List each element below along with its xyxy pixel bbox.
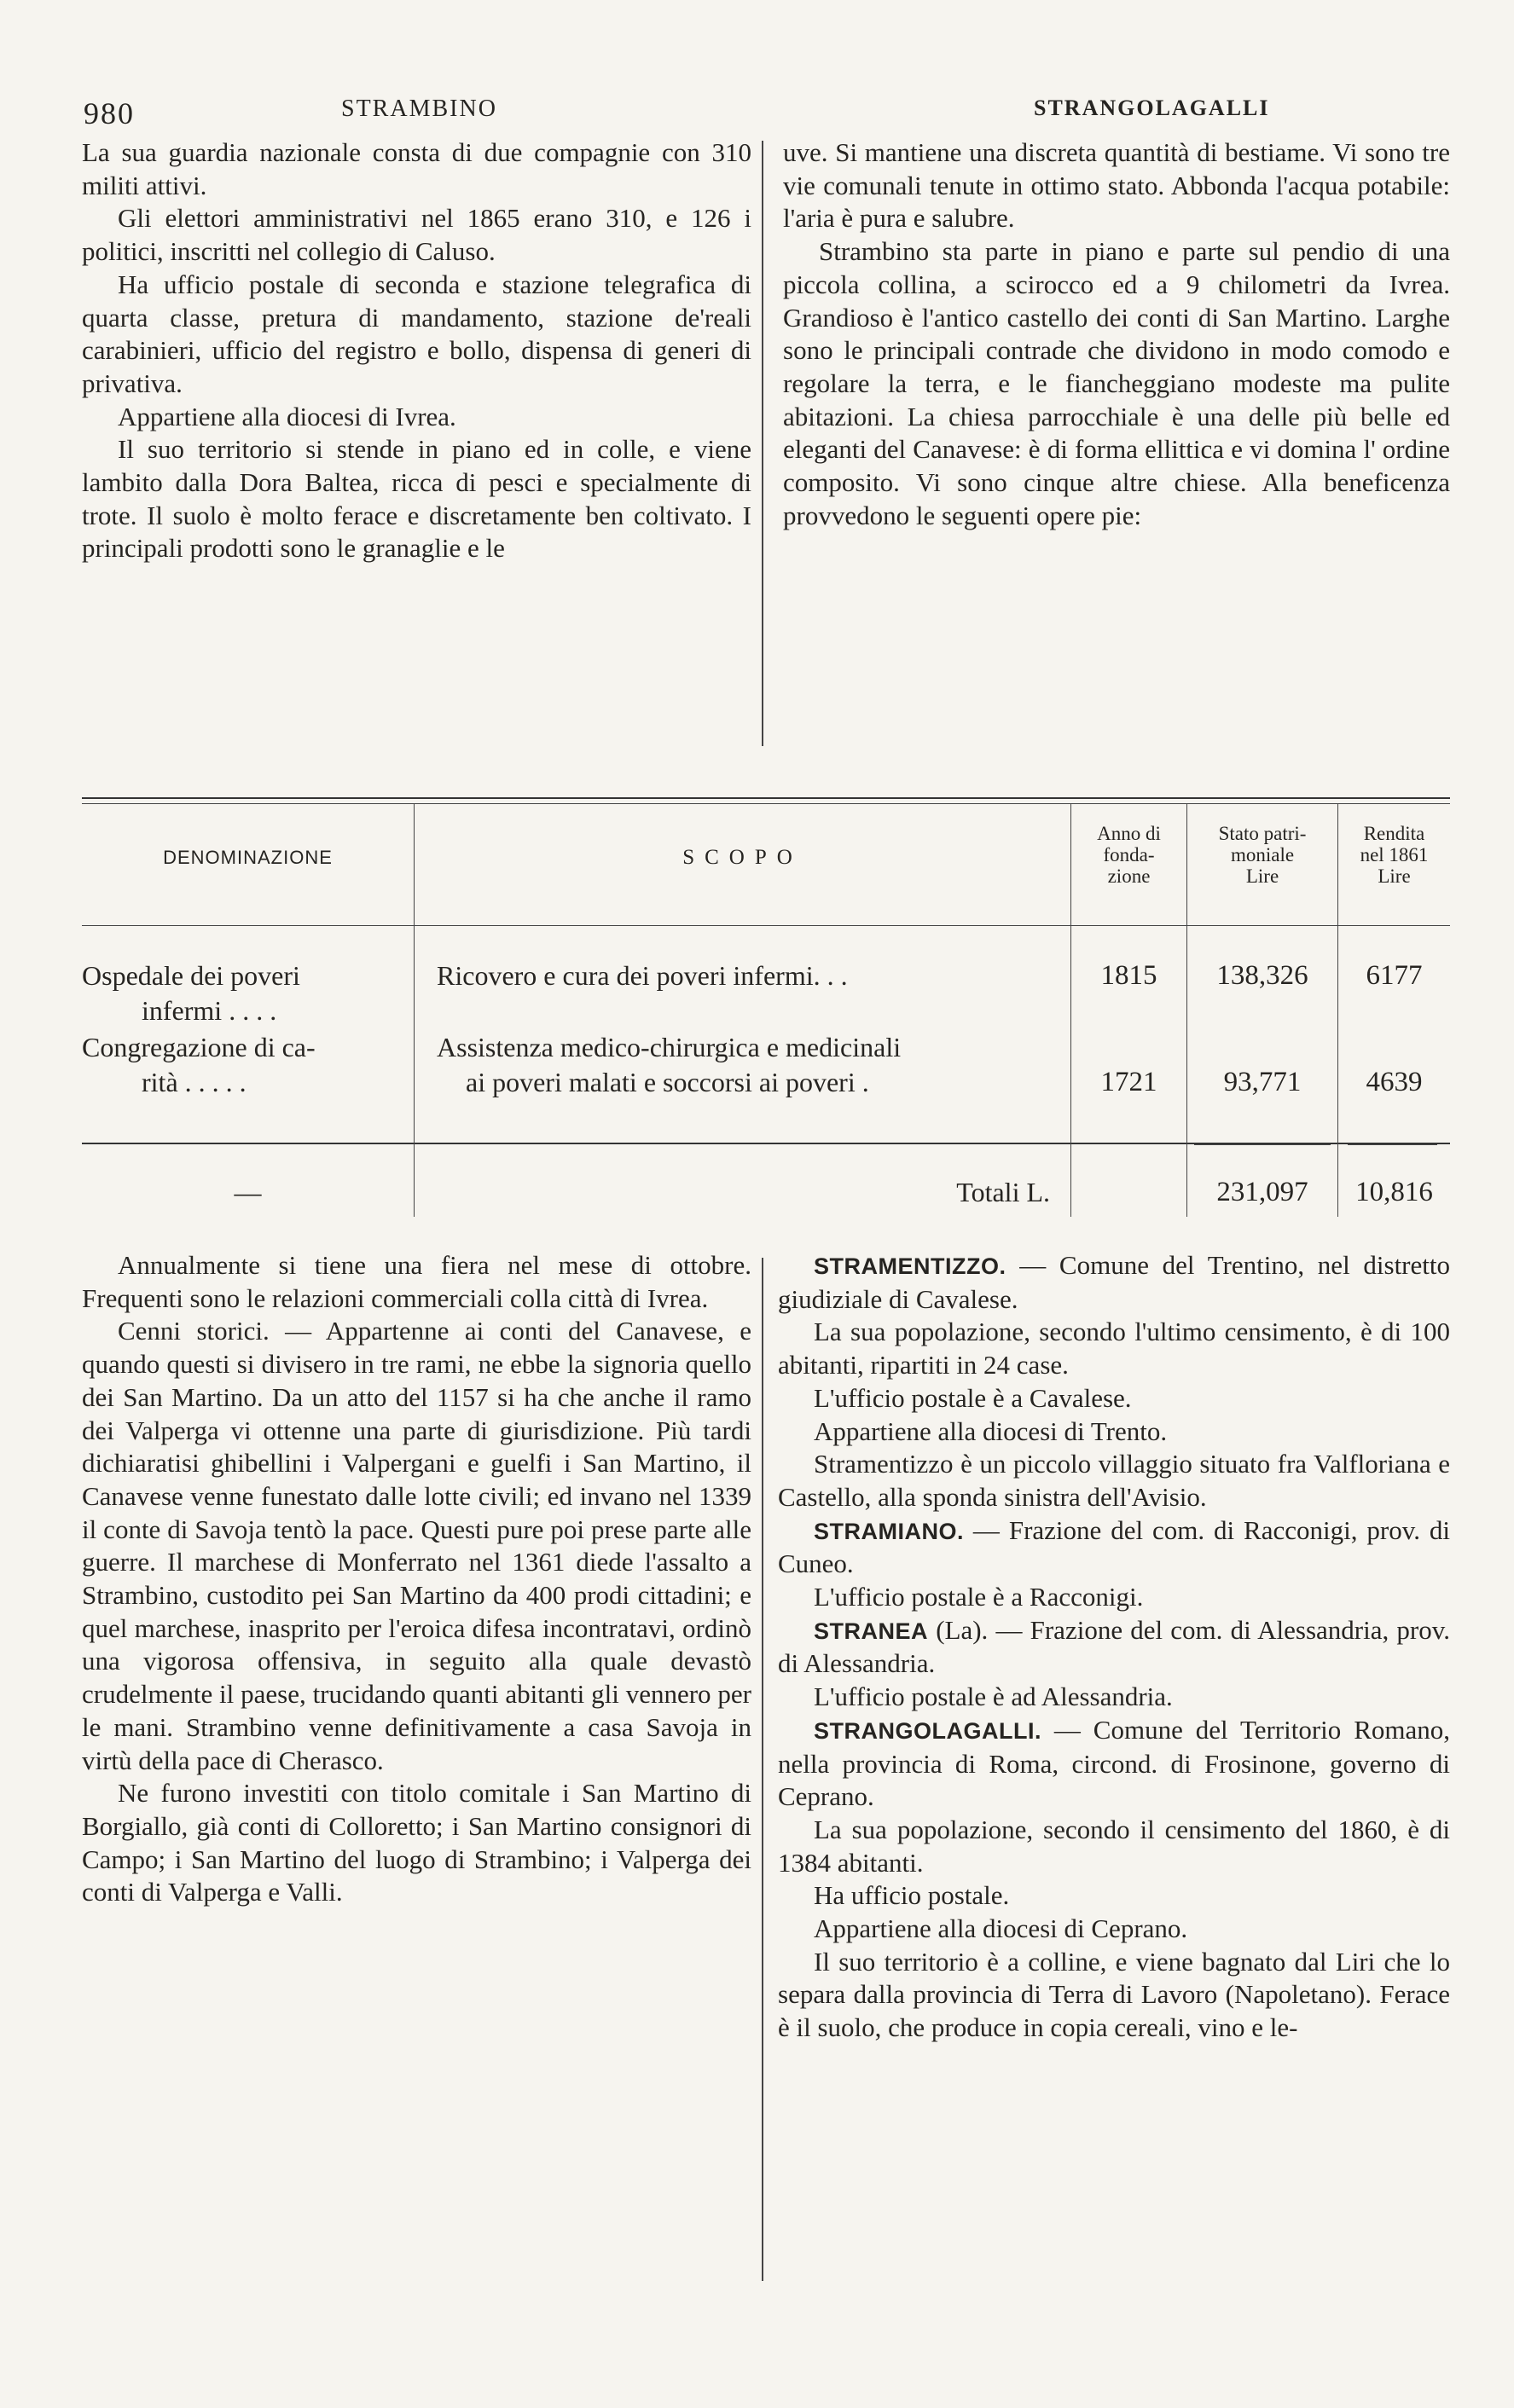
paragraph [778,1316,1450,1381]
paragraph [778,1415,1450,1449]
cell-line: ai poveri malati e soccorsi ai poveri . [466,1067,869,1097]
totals-label: Totali L. [956,1177,1050,1207]
cell-line: Ospedale dei poveri [82,960,300,991]
table-row-2-scopo [437,1030,1068,1100]
entry-text: L'ufficio postale è a Racconigi. [814,1582,1144,1612]
header-line: Lire [1378,865,1411,887]
totals-dash: — [234,1177,262,1207]
entry-text: (La). — Frazione del com. di Alessandria, prov. di Alessandria. [778,1614,1450,1679]
column-top-left [82,136,751,565]
page-number: 980 [84,96,135,130]
table-row-1-rendita: 6177 [1366,960,1423,991]
paragraph [778,1581,1450,1614]
entry-text: Ha ufficio postale. [814,1880,1010,1911]
header-denominazione: DENOMINAZIONE [163,847,333,868]
paragraph [778,1913,1450,1946]
running-head-right: STRANGOLAGALLI [1034,96,1270,120]
paragraph [778,1946,1450,2045]
header-rendita [1338,823,1450,887]
table-row-2-rendita: 4639 [1366,1067,1423,1097]
paragraph: Strambino sta parte in piano e parte sul pendio di una piccola collina, a scirocco ed a 9 chilometri da Ivrea. Grandioso è l'antico castello dei conti di San Martino. Larghe sono le principali contrade che dividono in modo comodo e regolare la terra, e le fiancheggiano modeste ma pulite abitazioni. La chiesa parrocchiale è una delle più belle ed eleganti del Canavese: è di forma ellittica e vi domina l' ordine composito. Vi sono cinque altre chiese. Alla beneficenza provvedono le seguenti opere pie: [783,236,1450,530]
header-line: nel 1861 [1360,844,1429,865]
header-line: zione [1107,865,1151,887]
paragraph [778,1879,1450,1913]
header-line: Anno di [1097,823,1161,844]
paragraph [778,1382,1450,1415]
gazetteer-entry [778,1249,1450,1316]
entry-headword: STRAMIANO. [814,1518,964,1544]
entry-text: La sua popolazione, secondo l'ultimo censimento, è di 100 abitanti, ripartiti in 24 case. [778,1317,1450,1381]
cell-line: infermi . . . . [142,995,277,1026]
entry-headword: STRAMENTIZZO. [814,1253,1006,1279]
entry-text: L'ufficio postale è ad Alessandria. [814,1682,1173,1712]
gazetteer-entry [778,1714,1450,1814]
paragraph: Ne furono investiti con titolo comitale i San Martino di Borgiallo, già conti di Colloretto; i San Martino consignori di Campo; i San Martino del luogo di Strambino; i Valperga dei conti di Valperga e Valli. [82,1778,751,1907]
entry-text: Stramentizzo è un piccolo villaggio situato fra Valfloriana e Castello, alla sponda sinistra dell'Avisio. [778,1449,1450,1512]
paragraph [778,1814,1450,1879]
header-scopo: SCOPO [682,846,803,869]
entry-text: — Comune del Territorio Romano, nella provincia di Roma, circond. di Frosinone, governo di Ceprano. [778,1714,1450,1812]
totals-rendita: 10,816 [1355,1177,1433,1207]
column-top-right [783,136,1450,532]
table-row-1-denominazione [82,958,397,1028]
paragraph: Appartiene alla diocesi di Ivrea. [118,401,456,431]
header-stato [1187,823,1337,887]
header-line: Rendita [1363,823,1425,844]
table-row-1-scopo: Ricovero e cura dei poveri infermi. . . [437,960,848,991]
entry-headword: STRANGOLAGALLI. [814,1717,1041,1744]
paragraph: La sua guardia nazionale consta di due compagnie con 310 militi attivi. [82,137,751,200]
entry-text: Appartiene alla diocesi di Trento. [814,1415,1168,1446]
header-anno [1071,823,1186,887]
entry-text: — Comune del Trentino, nel distretto giudiziale di Cavalese. [778,1250,1450,1314]
gazetteer-entry [778,1614,1450,1681]
table-row-2-anno: 1721 [1100,1067,1157,1097]
table-row-1-anno: 1815 [1100,960,1157,991]
paragraph: uve. Si mantiene una discreta quantità di bestiame. Vi sono tre vie comunali tenute in ottimo stato. Abbonda l'acqua potabile: l'aria è pura e salubre. [783,137,1450,234]
gazetteer-entry [778,1514,1450,1581]
paragraph: Il suo territorio si stende in piano ed in colle, e viene lambito dalla Dora Baltea, ricca di pesci e specialmente di trote. Il suolo è molto ferace e discretamente ben coltivato. I principali prodotti sono le granaglie e le [82,434,751,564]
entry-text: L'ufficio postale è a Cavalese. [814,1382,1132,1413]
entry-text: Il suo territorio è a colline, e viene bagnato dal Liri che lo separa dalla provincia di Terra di Lavoro (Napoletano). Ferace è il suolo, che produce in copia cereali, vino e le- [778,1946,1450,2043]
paragraph [778,1448,1450,1514]
header-line: Stato patri- [1218,823,1307,844]
column-divider [762,1258,763,2281]
paragraph: Gli elettori amministrativi nel 1865 erano 310, e 126 i politici, inscritti nel collegio di Caluso. [82,203,751,267]
entry-text: La sua popolazione, secondo il censimento del 1860, è di 1384 abitanti. [778,1814,1450,1878]
column-bottom-right [778,1249,1450,2045]
table-row-2-denominazione [82,1030,397,1100]
totals-stato: 231,097 [1216,1177,1308,1207]
table-row-2-stato: 93,771 [1223,1067,1302,1097]
header-line: Lire [1245,865,1279,887]
column-divider [762,141,763,746]
entry-text: Appartiene alla diocesi di Ceprano. [814,1913,1188,1944]
paragraph: Annualmente si tiene una fiera nel mese di ottobre. Frequenti sono le relazioni commerciali colla città di Ivrea. [82,1250,751,1313]
paragraph [778,1681,1450,1714]
table-rule-top-inner [82,803,1450,804]
paragraph: Ha ufficio postale di seconda e stazione telegrafica di quarta classe, pretura di mandamento, stazione de'reali carabinieri, ufficio del registro e bollo, dispensa di generi di privativa. [82,269,751,398]
table-row-1-stato: 138,326 [1216,960,1308,991]
running-head-left: STRAMBINO [341,96,497,122]
cell-line: Assistenza medico-chirurgica e medicinali [437,1032,902,1062]
entry-headword: STRANEA [814,1618,929,1644]
paragraph-cenni-storici: Cenni storici. — Appartenne ai conti del Canavese, e quando questi si divisero in tre rami, ne ebbe la signoria quello dei San Martino. Da un atto del 1157 si ha che anche il ramo dei Valperga vi ottenne una parte di giurisdizione. Più tardi dichiaratisi ghibellini i Valpergani e guelfi i San Martino, il Canavese venne funestato dalle lotte civili; ed invano nel 1339 il conte di Savoja tentò la pace. Questi pure poi prese parte alle guerre. Il marchese di Monferrato nel 1361 diede l'assalto a Strambino, custodito pei San Martino da 400 prodi cittadini; e quel marchese, inasprito per l'eroica difesa incontratavi, ordinò una vigorosa offensiva, in seguito alla quale devastò crudelmente il paese, trucidando quanti abitanti gli vennero per le mani. Strambino venne definitivamente a casa Savoja in virtù della pace di Cherasco. [82,1316,751,1775]
table-rule-header [82,925,1450,926]
header-line: fonda- [1103,844,1155,865]
table-rule-top [82,797,1450,799]
cell-line: rità . . . . . [142,1067,247,1097]
sum-rule [1194,1144,1331,1145]
cell-line: Congregazione di ca- [82,1032,316,1062]
column-bottom-left [82,1249,751,1909]
sum-rule [1348,1144,1437,1145]
entry-text: — Frazione del com. di Racconigi, prov. di Cuneo. [778,1514,1450,1579]
header-line: moniale [1230,844,1295,865]
